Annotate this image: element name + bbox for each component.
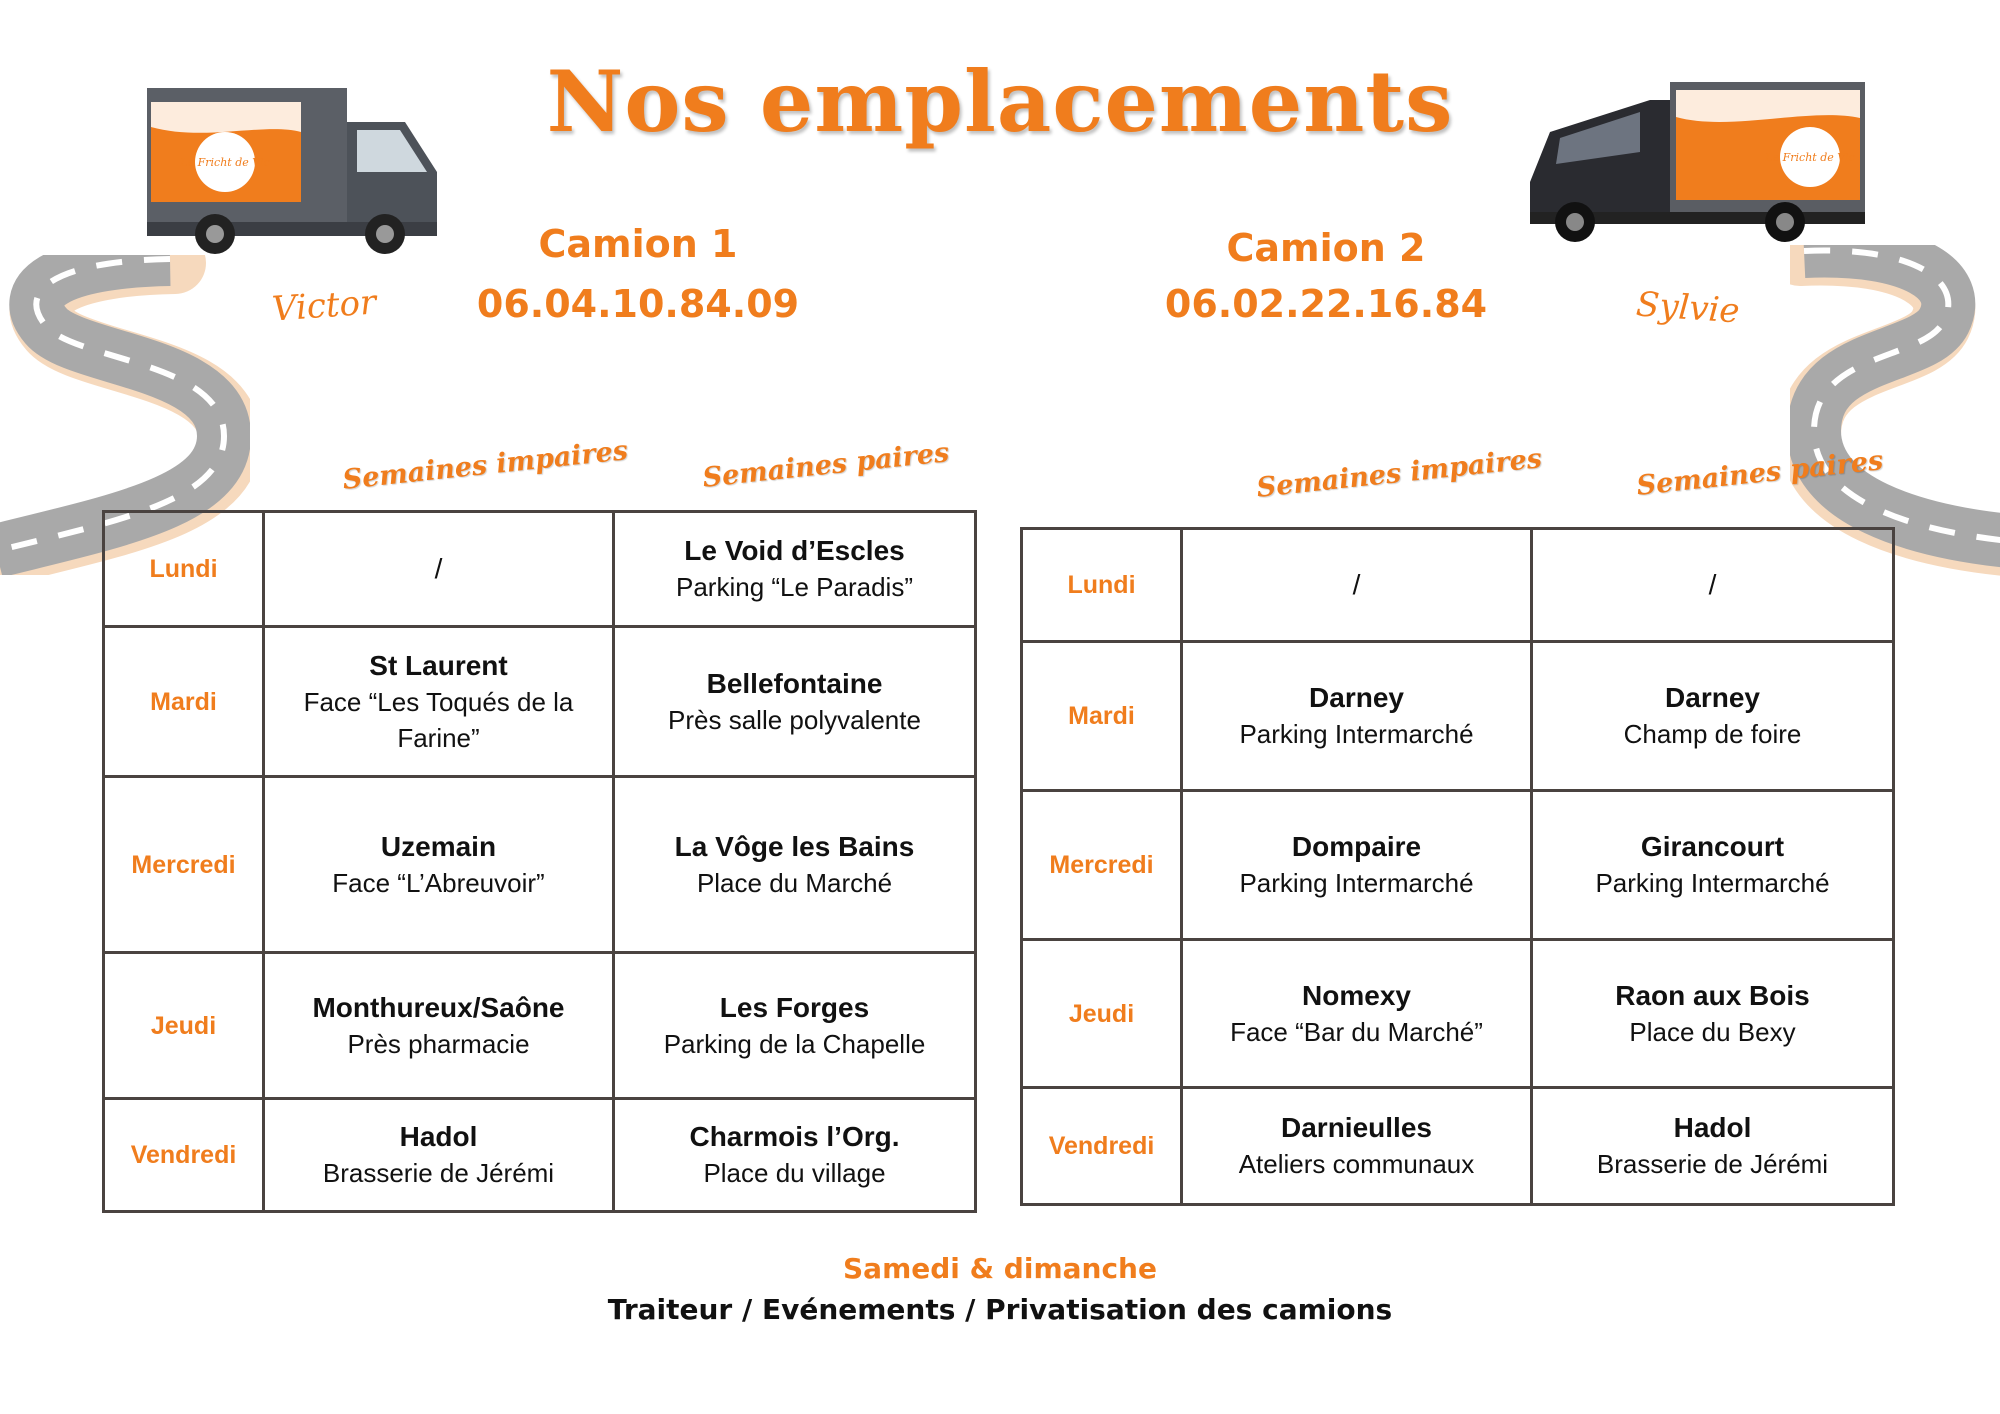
odd-week-cell: [1182, 940, 1532, 1088]
truck-2-odd-weeks-label: Semaines impaires: [1255, 443, 1544, 504]
place-name: Hadol: [399, 1121, 478, 1152]
truck-1-title: Camion 1: [538, 222, 738, 266]
place-name: Charmois l’Org.: [689, 1121, 900, 1152]
place-name: Darney: [1665, 682, 1760, 713]
odd-week-cell: [264, 1099, 614, 1212]
even-week-cell: [614, 627, 976, 777]
place-name: Nomexy: [1302, 979, 1411, 1011]
place-detail: Champ de foire: [1623, 719, 1802, 749]
table-row: [104, 512, 976, 627]
table-row: [1022, 642, 1894, 791]
odd-week-cell: [1182, 791, 1532, 940]
truck-2-even-weeks-label: Semaines paires: [1635, 445, 1885, 502]
weekend-services: Traiteur / Evénements / Privatisation des camions: [607, 1293, 1393, 1326]
odd-week-cell: [264, 777, 614, 953]
place-name: Darnieulles: [1281, 1112, 1432, 1143]
place-name: Girancourt: [1640, 831, 1785, 862]
svg-text:Le Fricht de Vic: Le Fricht de Vic: [1765, 151, 1855, 164]
place-name: Dompaire: [1291, 831, 1422, 862]
place-detail: Face “L’Abreuvoir”: [332, 867, 545, 898]
even-week-cell: [614, 953, 976, 1099]
place-name: Monthureux/Saône: [312, 991, 565, 1023]
place-detail: Parking Intermarché: [1595, 868, 1830, 898]
day-cell: Jeudi: [104, 953, 264, 1099]
place-name: Le Void d’Escles: [684, 535, 905, 566]
truck-1-even-weeks-label: Semaines paires: [701, 437, 951, 494]
truck-2-title: Camion 2: [1226, 226, 1426, 270]
day-cell: Lundi: [104, 512, 264, 627]
place-name: Darney: [1309, 682, 1404, 713]
place-name: St Laurent: [369, 649, 508, 681]
place-detail: Place du Marché: [696, 867, 893, 898]
place-detail: Parking Intermarché: [1239, 868, 1474, 898]
even-week-cell: [1532, 1088, 1894, 1205]
place-detail: Parking Intermarché: [1239, 719, 1474, 749]
even-week-cell: [614, 1099, 976, 1212]
place-detail: Face “Bar du Marché”: [1230, 1016, 1483, 1047]
even-week-cell: [1532, 642, 1894, 791]
odd-week-cell: [264, 512, 614, 627]
page-title: Nos emplacements: [546, 52, 1454, 151]
place-detail: Ateliers communaux: [1238, 1149, 1475, 1179]
even-week-cell: [1532, 940, 1894, 1088]
place-detail: Brasserie de Jérémi: [1596, 1149, 1829, 1179]
place-detail: Place du village: [703, 1158, 886, 1188]
truck-2-schedule-table: [1020, 527, 1895, 1206]
place-name: Les Forges: [719, 991, 870, 1023]
even-week-cell: [614, 777, 976, 953]
place-name: Hadol: [1673, 1112, 1752, 1143]
truck-1-odd-weeks-label: Semaines impaires: [341, 435, 630, 496]
table-row: [104, 1099, 976, 1212]
odd-week-cell: [264, 627, 614, 777]
day-cell: Mercredi: [1022, 791, 1182, 940]
table-row: [104, 627, 976, 777]
table-row: [1022, 791, 1894, 940]
odd-week-cell: [1182, 529, 1532, 642]
place-name: La Vôge les Bains: [674, 830, 915, 862]
place-detail: Face “Les Toqués de la Farine”: [303, 686, 574, 753]
place-detail: Place du Bexy: [1629, 1016, 1796, 1047]
place-name: /: [434, 553, 443, 584]
table-row: [1022, 529, 1894, 642]
truck-2-phone: 06.02.22.16.84: [1164, 282, 1488, 326]
even-week-cell: [614, 512, 976, 627]
day-cell: Vendredi: [1022, 1088, 1182, 1205]
place-detail: Parking “Le Paradis”: [676, 572, 913, 602]
svg-text:Le Fricht de Vic: Le Fricht de Vic: [180, 156, 270, 169]
place-name: /: [1708, 569, 1717, 600]
table-row: [104, 953, 976, 1099]
truck-1-schedule-table: [102, 510, 977, 1213]
place-detail: Près pharmacie: [347, 1028, 530, 1059]
odd-week-cell: [264, 953, 614, 1099]
place-name: Bellefontaine: [706, 667, 883, 699]
table-row: [104, 777, 976, 953]
day-cell: Lundi: [1022, 529, 1182, 642]
truck-1-driver: Victor: [270, 282, 378, 330]
day-cell: Mardi: [1022, 642, 1182, 791]
day-cell: Vendredi: [104, 1099, 264, 1212]
place-detail: Près salle polyvalente: [668, 704, 921, 735]
odd-week-cell: [1182, 642, 1532, 791]
place-detail: Brasserie de Jérémi: [322, 1158, 555, 1188]
place-detail: Parking de la Chapelle: [663, 1028, 926, 1059]
day-cell: Jeudi: [1022, 940, 1182, 1088]
even-week-cell: [1532, 529, 1894, 642]
place-name: Uzemain: [380, 830, 497, 862]
truck-2-driver: Sylvie: [1634, 284, 1741, 332]
weekend-title: Samedi & dimanche: [843, 1252, 1157, 1285]
odd-week-cell: [1182, 1088, 1532, 1205]
even-week-cell: [1532, 791, 1894, 940]
day-cell: Mercredi: [104, 777, 264, 953]
table-row: [1022, 940, 1894, 1088]
table-row: [1022, 1088, 1894, 1205]
day-cell: Mardi: [104, 627, 264, 777]
place-name: Raon aux Bois: [1615, 979, 1810, 1011]
truck-1-phone: 06.04.10.84.09: [476, 282, 800, 326]
place-name: /: [1352, 569, 1361, 600]
